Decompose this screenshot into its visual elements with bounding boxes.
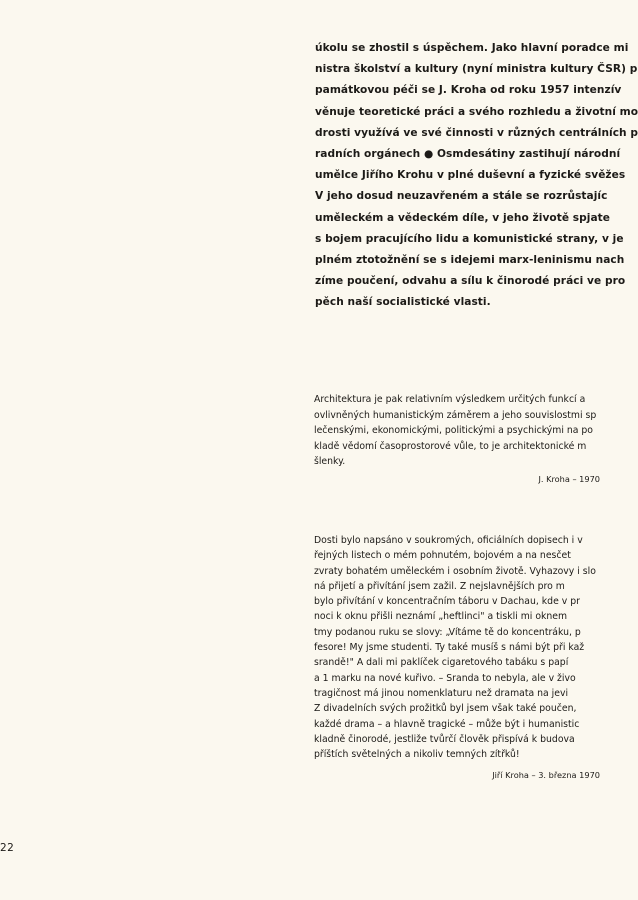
quote-signature: Jiří Kroha – 3. března 1970 bbox=[492, 770, 600, 781]
main-text-line: pěch naší socialistické vlasti. bbox=[315, 296, 491, 309]
quote-line: kladě vědomí časoprostorové vůle, to je architektonické m bbox=[314, 440, 587, 452]
quote-line: každé drama – a hlavně tragické – může být i humanistic bbox=[314, 718, 580, 730]
quote-recollection bbox=[314, 533, 614, 782]
quote-line: ná přijetí a přivítání jsem zažil. Z nejslavnějších pro m bbox=[314, 580, 565, 592]
quote-line: lečenskými, ekonomickými, politickými a psychickými na po bbox=[314, 425, 593, 437]
quote-line: tragičnost má jinou nomenklaturu než dramata na jevi bbox=[314, 687, 569, 699]
quote-line: noci k oknu přišli neznámí „heftlinci" a tiskli mi oknem bbox=[314, 611, 568, 623]
quote-line: srandě!" A dali mi paklíček cigaretového tabáku s papí bbox=[314, 657, 569, 669]
main-text-line: V jeho dosud neuzavřeném a stále se rozrůstajíc bbox=[315, 190, 608, 203]
quote-line: příštích světelných a nikoliv temných zítřků! bbox=[314, 749, 520, 761]
page-number: 22 bbox=[0, 842, 15, 854]
quote-line: zvraty bohatém uměleckém i osobním životě. Vyhazovy i slo bbox=[314, 565, 596, 577]
quote-line: fesore! My jsme studenti. Ty také musíš s námi být při kaž bbox=[314, 642, 585, 654]
main-text-line: radních orgánech ● Osmdesátiny zastihují národní bbox=[315, 148, 621, 161]
quote-line: Architektura je pak relativním výsledkem určitých funkcí a bbox=[314, 394, 586, 405]
quote-line: šlenky. bbox=[314, 456, 346, 468]
main-text-line: zíme poučení, odvahu a sílu k činorodé práci ve pro bbox=[315, 275, 626, 288]
quote-line: Dosti bylo napsáno v soukromých, oficiálních dopisech i v bbox=[314, 535, 583, 546]
quote-signature: J. Kroha – 1970 bbox=[538, 473, 600, 484]
main-text-line: umělce Jiřího Krohu v plné duševní a fyzické svěžes bbox=[315, 169, 626, 182]
quote-line: ovlivněných humanistickým záměrem a jeho souvislostmi sp bbox=[314, 409, 597, 421]
quote-line: a 1 marku na nové kuřivo. – Sranda to nebyla, ale v živo bbox=[314, 672, 576, 684]
main-text-line: plném ztotožnění se s idejemi marx-leninismu nach bbox=[315, 254, 625, 267]
main-text-line: uměleckém a vědeckém díle, v jeho životě spjate bbox=[315, 211, 611, 224]
main-text-line: úkolu se zhostil s úspěchem. Jako hlavní poradce mi bbox=[315, 42, 629, 54]
quote-line: řejných listech o mém pohnutém, bojovém a na nesčet bbox=[314, 550, 571, 562]
quote-line: kladně činorodé, jestliže tvůrčí člověk přispívá k budova bbox=[314, 733, 575, 745]
main-text-line: památkovou péči se J. Kroha od roku 1957 intenzív bbox=[315, 84, 622, 97]
main-text-line: drosti využívá ve své činnosti v různých centrálních p bbox=[315, 126, 638, 139]
quote-line: Z divadelních svých prožitků byl jsem však také poučen, bbox=[314, 703, 577, 715]
main-text-column bbox=[315, 38, 638, 314]
main-text-line: s bojem pracujícího lidu a komunistické strany, v je bbox=[315, 232, 624, 245]
quote-architecture bbox=[314, 392, 614, 486]
main-text-line: věnuje teoretické práci a svého rozhledu a životní mo bbox=[315, 105, 638, 118]
main-text-line: nistra školství a kultury (nyní ministra kultury ČSR) p bbox=[315, 63, 638, 76]
quote-line: tmy podanou ruku se slovy: „Vítáme tě do koncentráku, p bbox=[314, 626, 581, 638]
quote-line: bylo přivítání v koncentračním táboru v Dachau, kde v pr bbox=[314, 596, 580, 608]
